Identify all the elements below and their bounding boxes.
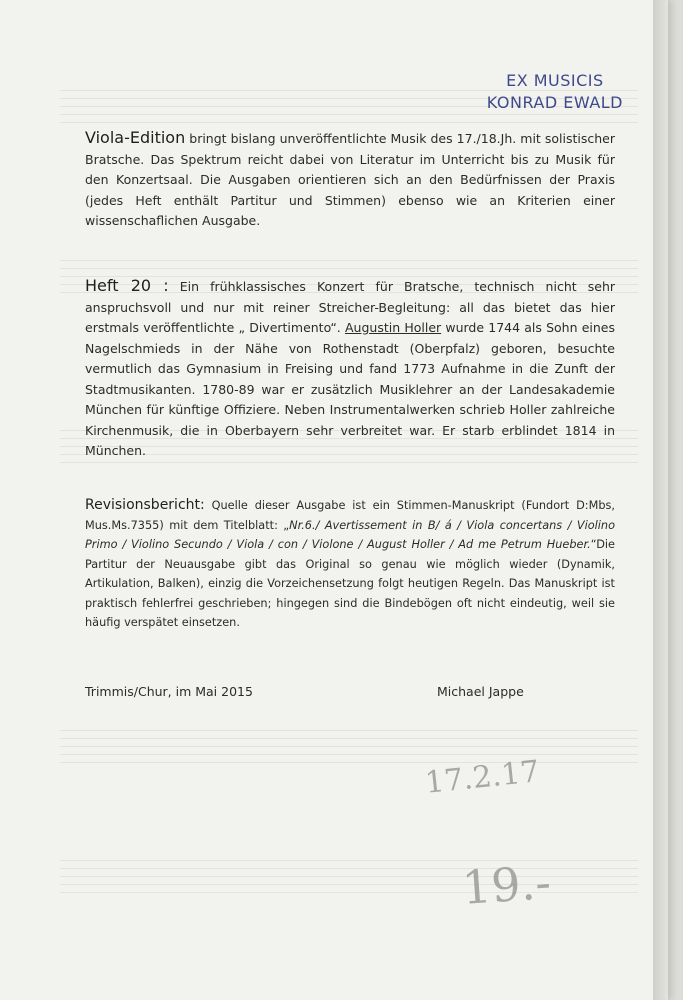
heft-text-b: wurde 1744 als Sohn eines Nagelschmieds in der Nähe von Rothenstadt (Oberpfalz) geboren, besuchte vermutlich das Gymnasium in Freising und fand 1773 Aufnahme in die Zunft der Stadtmusikanten. 1780-89 war er zusätzlich Musiklehrer an der Landesakademie München für künftige Offiziere. Neben Instrumentalwerken schrieb Holler zahlreiche Kirchenmusik, die in Oberbayern sehr verbreitet war. Er starb erblindet 1814 in München. [85, 320, 616, 458]
heft-text-a: Ein frühklassisches Konzert für Bratsche, technisch nicht sehr anspruchsvoll und nur mit reiner Streicher-Begleitung: all das bietet das hier erstmals veröffentlichte „ Divertimento“. [85, 279, 616, 335]
page-edge [653, 0, 668, 1000]
handwritten-date: 17.2.17 [423, 754, 542, 801]
owner-stamp [487, 70, 623, 114]
revision-heading: Revisionsbericht: [85, 497, 205, 513]
show-through-staves [60, 730, 638, 770]
author-signature: Michael Jappe [437, 684, 524, 699]
revision-paragraph [85, 496, 615, 633]
revision-text-a: Quelle dieser Ausgabe ist ein Stimmen-Manuskript (Fundort D:Mbs, Mus.Ms.7355) mit dem Titelblatt: „ [85, 499, 615, 532]
composer-name: Augustin Holler [344, 320, 442, 335]
heft-heading: Heft 20 : [85, 276, 169, 295]
intro-heading: Viola-Edition [85, 128, 186, 147]
place-date: Trimmis/Chur, im Mai 2015 [85, 684, 253, 699]
intro-paragraph [85, 128, 615, 232]
stamp-line-1: EX MUSICIS [506, 71, 604, 90]
intro-text: bringt bislang unveröffentlichte Musik des 17./18.Jh. mit solistischer Bratsche. Das Spektrum reicht dabei von Literatur im Unterricht bis zu Musik für den Konzertsaal. Die Ausgaben orientieren sich an den Bedürfnissen der Praxis (jedes Heft enthält Partitur und Stimmen) ebenso wie an Kriterien einer wissenschaflichen Ausgabe. [85, 131, 615, 228]
stamp-line-2: KONRAD EWALD [486, 93, 623, 112]
heft-paragraph [85, 276, 615, 462]
source-title: Nr.6./ Avertissement in B/ á / Viola concertans / Violino Primo / Violino Secundo / Viola / con / Violone / August Holler / Ad me Petrum Hueber. [85, 518, 615, 551]
handwritten-price: 19.- [460, 854, 553, 916]
revision-text-b: “Die Partitur der Neuausgabe gibt das Original so genau wie möglich wieder (Dynamik, Artikulation, Balken), einzig die Vorzeichensetzung folgt heutigen Regeln. Das Manuskript ist praktisch fehlerfrei geschrieben; hingegen sind die Bindebögen oft nicht eindeutig, weil sie häufig verspätet einsetzen. [85, 538, 615, 629]
